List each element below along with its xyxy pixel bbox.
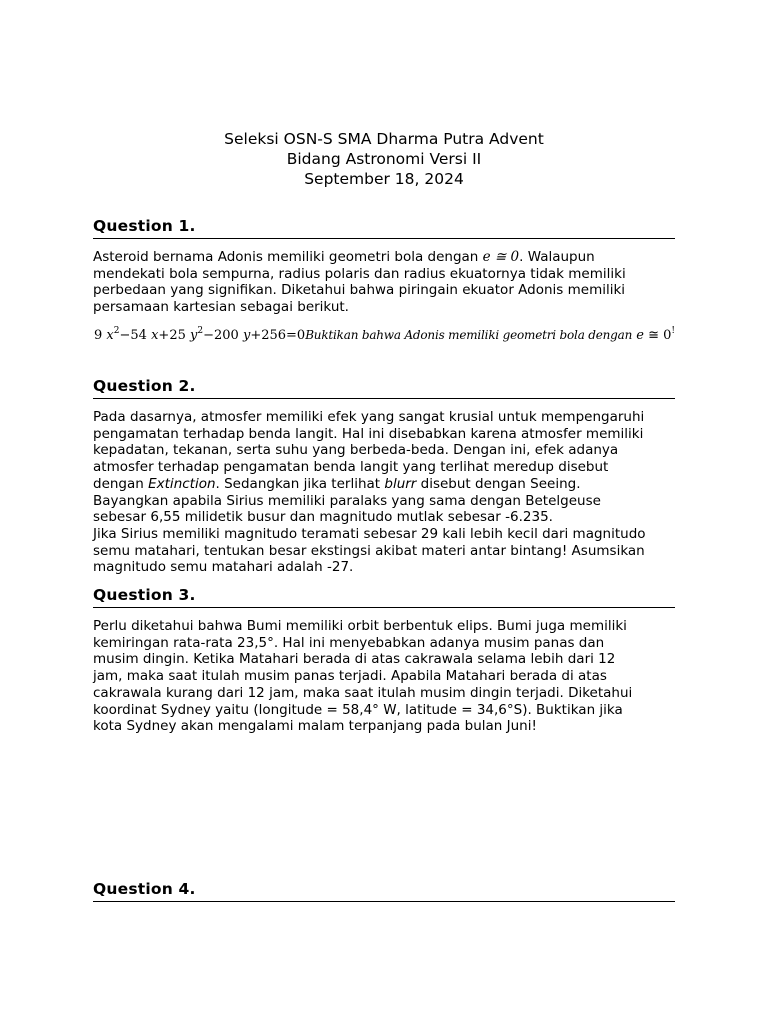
text-segment: disebut dengan Seeing. xyxy=(416,475,581,492)
text-segment: . Sedangkan jika terlihat xyxy=(215,475,385,492)
question-1-heading: Question 1. xyxy=(93,216,675,239)
question-2-line xyxy=(93,476,675,493)
question-1-text xyxy=(93,249,675,316)
question-3-line: musim dingin. Ketika Matahari berada di atas cakrawala selama lebih dari 12 xyxy=(93,651,616,668)
question-2-line: Bayangkan apabila Sirius memiliki paralaks yang sama dengan Betelgeuse xyxy=(93,492,601,509)
eq-term: −54 xyxy=(119,327,147,343)
text-segment: . Walaupun xyxy=(519,249,595,265)
question-2-line: kepadatan, tekanan, serta suhu yang berbeda-beda. Dengan ini, efek adanya xyxy=(93,442,619,459)
italic-term: Extinction xyxy=(148,475,216,492)
question-3-line: kota Sydney akan mengalami malam terpanjang pada bulan Juni! xyxy=(93,718,537,735)
question-2-line: atmosfer terhadap pengamatan benda langit yang terlihat meredup disebut xyxy=(93,459,609,476)
question-3-line: koordinat Sydney yaitu (longitude = 58,4° W, latitude = 34,6°S). Buktikan jika xyxy=(93,701,623,718)
eq-var: x xyxy=(106,327,114,343)
question-2-line: Jika Sirius memiliki magnitudo teramati sebesar 29 kali lebih kecil dari magnitudo xyxy=(93,525,646,542)
question-2-line: pengamatan terhadap benda langit. Hal ini disebabkan karena atmosfer memiliki xyxy=(93,425,644,442)
eq-var: y xyxy=(190,327,198,343)
question-3-line: Perlu diketahui bahwa Bumi memiliki orbit berbentuk elips. Bumi juga memiliki xyxy=(93,618,627,634)
eq-term: +256=0 xyxy=(250,327,306,343)
question-4-heading: Question 4. xyxy=(93,879,675,902)
eq-exponent: 2 xyxy=(113,325,120,336)
math-inline: e ≅ 0 xyxy=(482,249,520,265)
exam-title: Seleksi OSN-S SMA Dharma Putra Advent xyxy=(224,130,544,148)
question-3-heading: Question 3. xyxy=(93,585,675,608)
question-3-line: jam, maka saat itulah musim panas terjadi. Apabila Matahari berada di atas xyxy=(93,668,607,685)
exam-date: September 18, 2024 xyxy=(304,170,464,188)
eq-term: ≅ 0 xyxy=(643,327,672,343)
eq-var: y xyxy=(242,327,251,343)
equation-line xyxy=(93,325,675,347)
eq-term: −200 xyxy=(203,327,239,343)
question-2-section xyxy=(93,376,675,576)
question-2-line: magnitudo semu matahari adalah -27. xyxy=(93,559,354,576)
question-3-text xyxy=(93,618,675,735)
question-2-text xyxy=(93,409,675,576)
title-block xyxy=(0,129,768,189)
eq-end: ! xyxy=(671,325,676,336)
eq-prompt: Buktikan bahwa Adonis memiliki geometri bola dengan xyxy=(305,327,633,342)
exam-subject: Bidang Astronomi Versi II xyxy=(286,150,482,168)
eq-var: e xyxy=(636,327,644,343)
question-2-line: Pada dasarnya, atmosfer memiliki efek yang sangat krusial untuk mempengaruhi xyxy=(93,409,645,425)
question-3-line: cakrawala kurang dari 12 jam, maka saat itulah musim dingin terjadi. Diketahui xyxy=(93,684,633,701)
question-2-line: semu matahari, tentukan besar ekstingsi akibat materi antar bintang! Asumsikan xyxy=(93,542,645,559)
text-segment: Asteroid bernama Adonis memiliki geometri bola dengan xyxy=(93,249,479,265)
question-2-heading: Question 2. xyxy=(93,376,675,399)
question-2-line: sebesar 6,55 milidetik busur dan magnitudo mutlak sebesar -6.235. xyxy=(93,509,553,526)
question-1-line: mendekati bola sempurna, radius polaris dan radius ekuatornya tidak memiliki xyxy=(93,265,626,282)
eq-var: x xyxy=(151,327,159,343)
question-1-line: persamaan kartesian sebagai berikut. xyxy=(93,299,349,316)
question-3-line: kemiringan rata-rata 23,5°. Hal ini menyebabkan adanya musim panas dan xyxy=(93,634,605,651)
text-segment: dengan xyxy=(93,475,149,492)
question-3-section xyxy=(93,585,675,735)
question-1-section xyxy=(93,216,675,347)
eq-exponent: 2 xyxy=(197,325,204,336)
question-1-line xyxy=(93,249,675,266)
eq-term: +25 xyxy=(158,327,186,343)
eq-term: 9 xyxy=(94,327,103,343)
italic-term: blurr xyxy=(384,475,417,492)
question-1-line: perbedaan yang signifikan. Diketahui bahwa piringain ekuator Adonis memiliki xyxy=(93,282,626,299)
question-4-section xyxy=(93,879,675,902)
